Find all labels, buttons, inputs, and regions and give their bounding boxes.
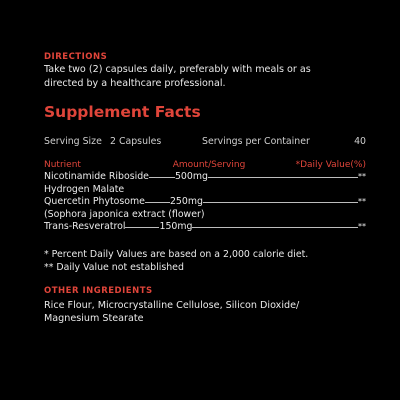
other-ingredients-section [44, 286, 366, 326]
nutrient-daily-value: ** [358, 172, 366, 181]
servings-per-container-label: Servings per Container [202, 135, 310, 147]
serving-size-value: 2 Capsules [110, 135, 162, 147]
nutrient-row [44, 221, 366, 234]
other-ingredients-text-line1: Rice Flour, Microcrystalline Cellulose, Silicon Dioxide/ [44, 299, 300, 311]
nutrient-amount: 150mg [159, 221, 193, 232]
nutrient-daily-value: ** [358, 197, 366, 206]
nutrient-row [44, 196, 366, 221]
directions-text-line1: Take two (2) capsules daily, preferably with meals or as [44, 64, 311, 75]
leader-line [208, 177, 358, 178]
leader-line [149, 177, 175, 178]
nutrient-daily-value: ** [358, 222, 366, 231]
other-ingredients-text-line2: Magnesium Stearate [44, 313, 144, 324]
supplement-facts-title: Supplement Facts [44, 103, 201, 121]
directions-title: DIRECTIONS [44, 52, 108, 62]
footnotes [44, 248, 366, 275]
header-nutrient: Nutrient [44, 160, 81, 170]
nutrient-name: Quercetin Phytosome [44, 196, 145, 207]
leader-line [145, 202, 170, 203]
footnote-daily-values: * Percent Daily Values are based on a 2,000 calorie diet. [44, 248, 309, 260]
nutrient-name: Trans-Resveratrol [44, 221, 126, 232]
nutrient-row [44, 171, 366, 196]
directions-section [44, 52, 366, 90]
footnote-not-established: ** Daily Value not established [44, 262, 184, 273]
nutrient-table-header [44, 159, 366, 171]
nutrient-name-continued: (Sophora japonica extract (flower) [44, 208, 205, 220]
leader-line [125, 227, 159, 228]
leader-line [203, 202, 358, 203]
serving-size-label: Serving Size [44, 135, 102, 147]
nutrient-name: Nicotinamide Riboside [44, 171, 149, 182]
header-amount: Amount/Serving [172, 160, 246, 170]
servings-per-container-value: 40 [354, 135, 366, 147]
nutrient-name-continued: Hydrogen Malate [44, 183, 125, 195]
header-daily-value: *Daily Value(%) [295, 160, 366, 170]
nutrient-amount: 250mg [169, 196, 203, 207]
directions-text-line2: directed by a healthcare professional. [44, 77, 226, 89]
leader-line [192, 227, 358, 228]
supplement-label-panel [44, 52, 366, 326]
nutrient-amount: 500mg [174, 171, 208, 182]
serving-info-row [44, 134, 366, 148]
other-ingredients-title: OTHER INGREDIENTS [44, 285, 153, 296]
